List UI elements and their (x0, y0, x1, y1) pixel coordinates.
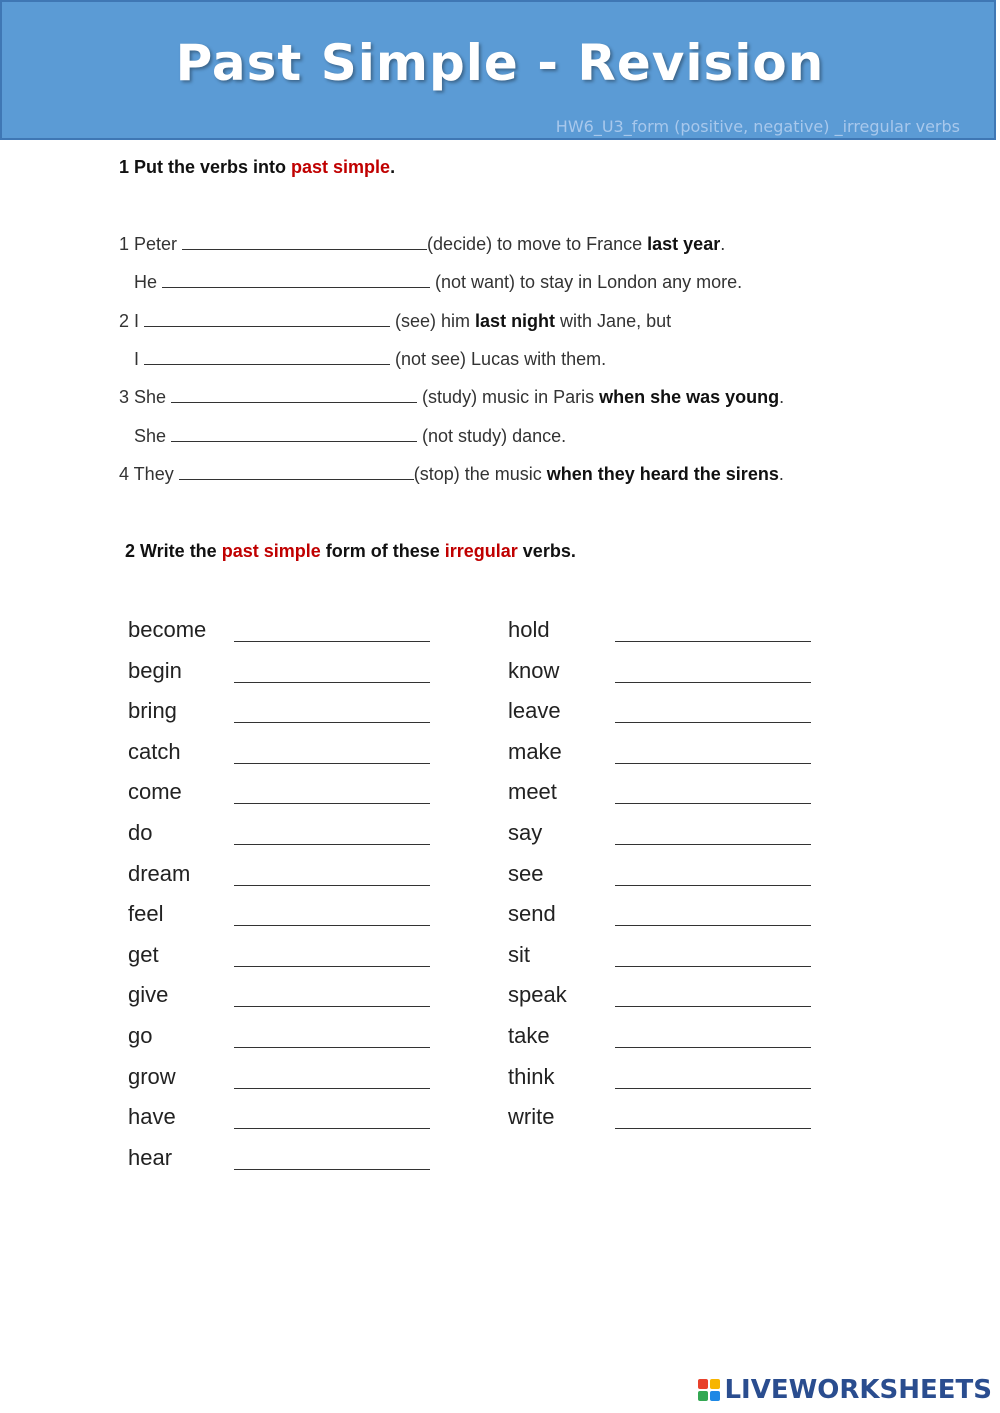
verb-item: become (128, 617, 207, 642)
verb-answer-blank[interactable] (615, 803, 811, 804)
verb-item: take (508, 1023, 550, 1048)
answer-blank-2[interactable] (162, 271, 430, 288)
line-text: (decide) to move to France (427, 234, 648, 254)
exercise2-heading-suffix: verbs. (517, 541, 576, 561)
verb-item: say (508, 820, 543, 845)
verb-answer-blank[interactable] (615, 885, 811, 886)
verb-item: bring (128, 698, 177, 724)
verb-answer-blank[interactable] (234, 722, 430, 723)
verb-item: make (508, 738, 562, 764)
line-bold: last night (475, 311, 556, 331)
exercise2-heading-prefix: 2 Write the (125, 541, 222, 561)
logo-square-4 (710, 1391, 720, 1401)
verb-item: have (128, 1104, 176, 1130)
verb-answer-blank[interactable] (234, 966, 430, 967)
exercise1-heading-suffix: . (390, 157, 396, 177)
verb-item: send (508, 901, 556, 927)
verb-answer-blank[interactable] (234, 1128, 430, 1129)
exercise1-line-3 (119, 310, 671, 332)
line-bold: last year (647, 234, 721, 254)
logo-square-1 (698, 1379, 708, 1389)
line-text: 3 She (119, 387, 172, 407)
verb-item: give (128, 982, 169, 1008)
verb-answer-blank[interactable] (234, 682, 430, 683)
verb-item: feel (128, 901, 164, 927)
line-text: 4 They (119, 464, 179, 484)
exercise2-heading (125, 541, 576, 562)
liveworksheets-icon (698, 1379, 720, 1401)
verb-answer-blank[interactable] (234, 1006, 430, 1007)
answer-blank-4[interactable] (144, 348, 390, 365)
verb-answer-blank[interactable] (615, 1128, 811, 1129)
verb-answer-blank[interactable] (615, 682, 811, 683)
line-text: (stop) the music (413, 464, 547, 484)
verb-item: come (128, 779, 182, 805)
exercise1-line-5 (119, 386, 784, 408)
logo-square-2 (710, 1379, 720, 1389)
verb-answer-blank[interactable] (615, 925, 811, 926)
verb-item: do (128, 820, 153, 845)
line-text: (not see) Lucas with them. (390, 349, 607, 369)
verb-item: write (508, 1104, 555, 1130)
exercise1-line-2 (119, 271, 742, 293)
line-text: (study) music in Paris (417, 387, 600, 407)
verb-answer-blank[interactable] (234, 1047, 430, 1048)
verb-answer-blank[interactable] (234, 1088, 430, 1089)
answer-blank-7[interactable] (179, 463, 414, 480)
exercise1-heading-highlight: past simple (291, 157, 391, 177)
exercise1-line-7 (119, 463, 784, 485)
line-text: (not want) to stay in London any more. (430, 272, 743, 292)
verb-item: leave (508, 698, 561, 724)
exercise2-heading-mid: form of these (320, 541, 445, 561)
exercise1-heading-prefix: 1 Put the verbs into (119, 157, 292, 177)
exercise2-heading-highlight-1: past simple (221, 541, 321, 561)
verb-item: dream (128, 860, 191, 886)
exercise1-line-4 (119, 348, 606, 370)
answer-blank-6[interactable] (171, 425, 417, 442)
answer-blank-5[interactable] (171, 386, 417, 403)
verb-answer-blank[interactable] (615, 722, 811, 723)
verb-answer-blank[interactable] (234, 763, 430, 764)
line-text: . (720, 234, 726, 254)
verb-answer-blank[interactable] (615, 641, 811, 642)
line-bold: when she was young (599, 387, 780, 407)
verb-item: sit (508, 941, 530, 967)
answer-blank-3[interactable] (144, 310, 390, 327)
answer-blank-1[interactable] (182, 233, 427, 250)
line-text: with Jane, but (555, 311, 672, 331)
liveworksheets-logo (698, 1375, 992, 1405)
verb-item: see (508, 860, 544, 886)
verb-item: catch (128, 738, 181, 764)
verb-item: know (508, 657, 560, 683)
verb-answer-blank[interactable] (615, 1047, 811, 1048)
logo-square-3 (698, 1391, 708, 1401)
verb-answer-blank[interactable] (615, 763, 811, 764)
verb-answer-blank[interactable] (615, 966, 811, 967)
line-bold: when they heard the sirens (546, 464, 779, 484)
verb-item: go (128, 1023, 153, 1048)
line-text: 2 I (119, 311, 145, 331)
verb-answer-blank[interactable] (234, 844, 430, 845)
page-subtitle: HW6_U3_form (positive, negative) _irregular verbs (555, 117, 960, 136)
verb-answer-blank[interactable] (615, 1006, 811, 1007)
verb-answer-blank[interactable] (615, 844, 811, 845)
verb-answer-blank[interactable] (615, 1088, 811, 1089)
line-text: She (119, 426, 172, 446)
verb-item: hear (128, 1144, 173, 1170)
verb-item: meet (508, 779, 557, 805)
verb-answer-blank[interactable] (234, 641, 430, 642)
verb-item: speak (508, 982, 567, 1008)
line-text: . (779, 387, 785, 407)
line-text: (see) him (390, 311, 476, 331)
line-text: (not study) dance. (417, 426, 567, 446)
verb-answer-blank[interactable] (234, 803, 430, 804)
line-text: I (119, 349, 145, 369)
exercise1-line-6 (119, 425, 566, 447)
page-title: Past Simple - Revision (175, 34, 825, 92)
verb-item: hold (508, 617, 550, 642)
verb-item: think (508, 1063, 555, 1089)
verb-item: grow (128, 1063, 176, 1089)
exercise2-heading-highlight-2: irregular (444, 541, 518, 561)
logo-text: LIVEWORKSHEETS (724, 1375, 992, 1405)
verb-item: begin (128, 657, 182, 683)
verb-answer-blank[interactable] (234, 1169, 430, 1170)
line-text: 1 Peter (119, 234, 183, 254)
exercise1-line-1 (119, 233, 725, 255)
verb-answer-blank[interactable] (234, 885, 430, 886)
exercise1-heading (119, 157, 395, 178)
line-text: . (778, 464, 784, 484)
line-text: He (119, 272, 163, 292)
verb-answer-blank[interactable] (234, 925, 430, 926)
verb-item: get (128, 941, 159, 967)
